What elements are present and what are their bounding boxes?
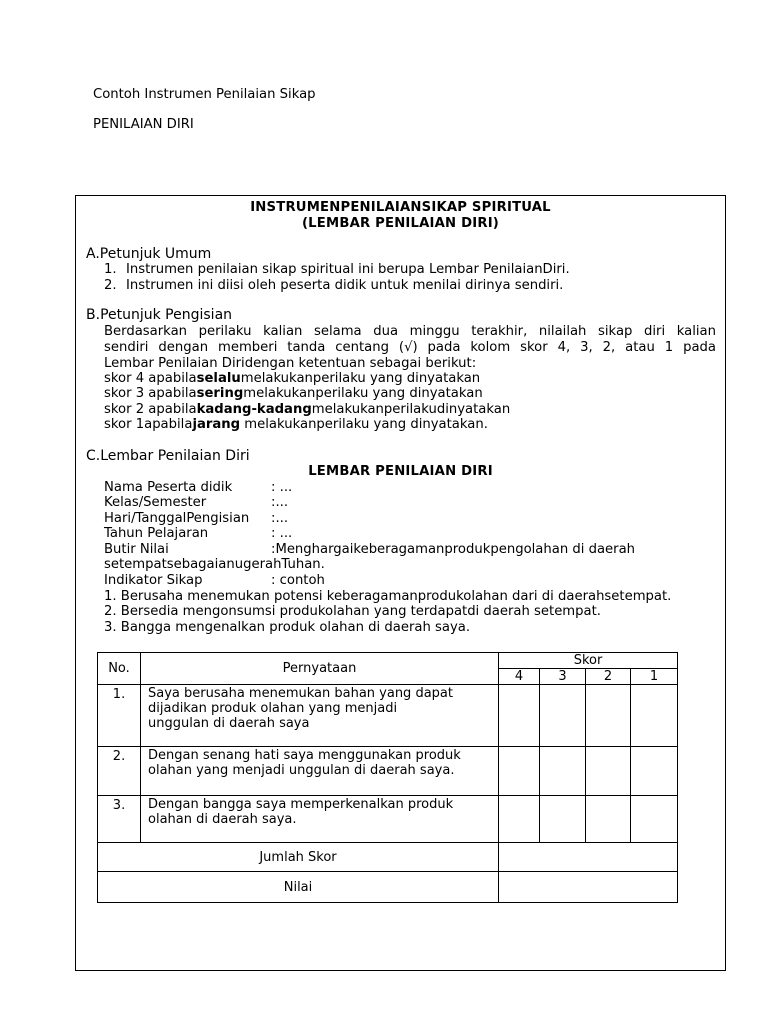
field-label: Tahun Pelajaran (104, 526, 209, 541)
statement-line: unggulan di daerah saya (148, 716, 310, 731)
score-cell-1[interactable] (631, 747, 678, 796)
score-cell-2[interactable] (586, 685, 631, 747)
field-value: :Menghargaikeberagamanprodukpengolahan di daerah (271, 542, 636, 557)
row-number: 3. (98, 796, 141, 843)
document-subtitle: PENILAIAN DIRI (93, 117, 194, 132)
section-b-heading (86, 307, 232, 323)
item-text: Instrumen penilaian sikap spiritual ini berupa Lembar PenilaianDiri. (126, 262, 570, 277)
field-value: : ... (271, 480, 293, 495)
score-rule-prefix: skor 4 apabila (104, 371, 197, 386)
score-cell-4[interactable] (499, 747, 540, 796)
row-statement (141, 747, 499, 796)
statement-line: olahan yang menjadi unggulan di daerah saya. (148, 763, 455, 778)
field-value: :... (271, 511, 289, 526)
instruction-line: Lembar Penilaian Diridengan ketentuan sebagai berikut: (104, 356, 477, 371)
field-label: Hari/TanggalPengisian (104, 511, 250, 526)
table-header-row (98, 653, 678, 669)
instrument-frame (75, 195, 726, 971)
item-number: 1. (104, 262, 117, 277)
instrument-subtitle: (LEMBAR PENILAIAN DIRI) (301, 216, 500, 231)
field-tanggal (104, 511, 288, 526)
section-c-title: Lembar Penilaian Diri (100, 448, 250, 464)
score-cell-1[interactable] (631, 796, 678, 843)
item-text: Instrumen ini diisi oleh peserta didik untuk menilai dirinya sendiri. (126, 278, 564, 293)
score-rule-4 (104, 371, 480, 386)
instrument-title: INSTRUMENPENILAIANSIKAP SPIRITUAL (250, 200, 551, 215)
score-rule-keyword: sering (196, 386, 244, 401)
field-kelas (104, 495, 288, 510)
field-indikator (104, 573, 325, 588)
table-grade-row (98, 872, 678, 903)
statement-line: dijadikan produk olahan yang menjadi (148, 701, 398, 716)
score-level-2: 2 (586, 669, 631, 685)
field-value: : ... (271, 526, 293, 541)
score-rule-suffix: melakukanperilakudinyatakan (311, 402, 511, 417)
total-value-cell[interactable] (499, 843, 678, 872)
statement-line: Saya berusaha menemukan bahan yang dapat (148, 686, 453, 701)
row-statement (141, 685, 499, 747)
section-b-letter: B. (86, 307, 101, 323)
instruction-line: sendiri dengan memberi tanda centang (√) pada kolom skor 4, 3, 2, atau 1 pada (104, 340, 716, 355)
grade-label: Nilai (98, 872, 499, 903)
field-butir-continuation: setempatsebagaianugerahTuhan. (104, 557, 325, 572)
header-statement: Pernyataan (141, 653, 499, 685)
section-b-title: Petunjuk Pengisian (100, 307, 233, 323)
score-rule-prefix: skor 3 apabila (104, 386, 197, 401)
score-level-1: 1 (631, 669, 678, 685)
score-cell-3[interactable] (540, 685, 586, 747)
table-row (98, 747, 678, 796)
score-cell-1[interactable] (631, 685, 678, 747)
section-c-letter: C. (86, 448, 101, 464)
section-a-item (104, 278, 563, 293)
score-level-4: 4 (499, 669, 540, 685)
score-rule-prefix: skor 2 apabila (104, 402, 197, 417)
document-title: Contoh Instrumen Penilaian Sikap (93, 87, 316, 102)
score-rule-suffix: melakukanperilaku yang dinyatakan. (240, 417, 488, 432)
field-label: Nama Peserta didik (104, 480, 233, 495)
score-level-3: 3 (540, 669, 586, 685)
section-a-heading (86, 246, 211, 262)
indicator-item: 2. Bersedia mengonsumsi produkolahan yang terdapatdi daerah setempat. (104, 604, 601, 619)
total-label: Jumlah Skor (98, 843, 499, 872)
indicator-item: 3. Bangga mengenalkan produk olahan di daerah saya. (104, 620, 471, 635)
indicator-item: 1. Berusaha menemukan potensi keberagamanprodukolahan dari di daerahsetempat. (104, 589, 672, 604)
grade-value-cell[interactable] (499, 872, 678, 903)
row-number: 2. (98, 747, 141, 796)
section-c-heading (86, 448, 250, 464)
score-rule-keyword: selalu (196, 371, 241, 386)
section-a-title: Petunjuk Umum (99, 246, 212, 262)
field-value: : contoh (271, 573, 325, 588)
score-cell-2[interactable] (586, 747, 631, 796)
field-label: Kelas/Semester (104, 495, 207, 510)
field-tahun (104, 526, 292, 541)
table-row (98, 796, 678, 843)
score-cell-4[interactable] (499, 796, 540, 843)
table-total-row (98, 843, 678, 872)
score-rule-1 (104, 417, 488, 432)
row-number: 1. (98, 685, 141, 747)
score-cell-3[interactable] (540, 796, 586, 843)
score-cell-4[interactable] (499, 685, 540, 747)
score-rule-keyword: kadang-kadang (196, 402, 312, 417)
field-value: :... (271, 495, 289, 510)
score-rule-prefix: skor 1apabila (104, 417, 193, 432)
field-butir-nilai (104, 542, 635, 557)
score-rule-suffix: melakukanperilaku yang dinyatakan (240, 371, 481, 386)
score-cell-3[interactable] (540, 747, 586, 796)
score-rule-suffix: melakukanperilaku yang dinyatakan (243, 386, 483, 401)
field-label: Indikator Sikap (104, 573, 203, 588)
score-rule-2 (104, 402, 510, 417)
sheet-title: LEMBAR PENILAIAN DIRI (308, 464, 493, 479)
item-number: 2. (104, 278, 117, 293)
header-no: No. (98, 653, 141, 685)
statement-line: Dengan senang hati saya menggunakan produk (148, 748, 461, 763)
field-label: Butir Nilai (104, 542, 169, 557)
statement-line: Dengan bangga saya memperkenalkan produk (148, 797, 454, 812)
field-nama (104, 480, 292, 495)
assessment-table (97, 652, 678, 903)
score-rule-keyword: jarang (192, 417, 241, 432)
row-statement (141, 796, 499, 843)
header-score: Skor (499, 653, 678, 669)
section-a-item (104, 262, 570, 277)
table-row (98, 685, 678, 747)
score-rule-3 (104, 386, 483, 401)
instruction-line: Berdasarkan perilaku kalian selama dua minggu terakhir, nilailah sikap diri kalian (104, 324, 716, 339)
score-cell-2[interactable] (586, 796, 631, 843)
section-a-letter: A. (86, 246, 100, 262)
statement-line: olahan di daerah saya. (148, 812, 297, 827)
